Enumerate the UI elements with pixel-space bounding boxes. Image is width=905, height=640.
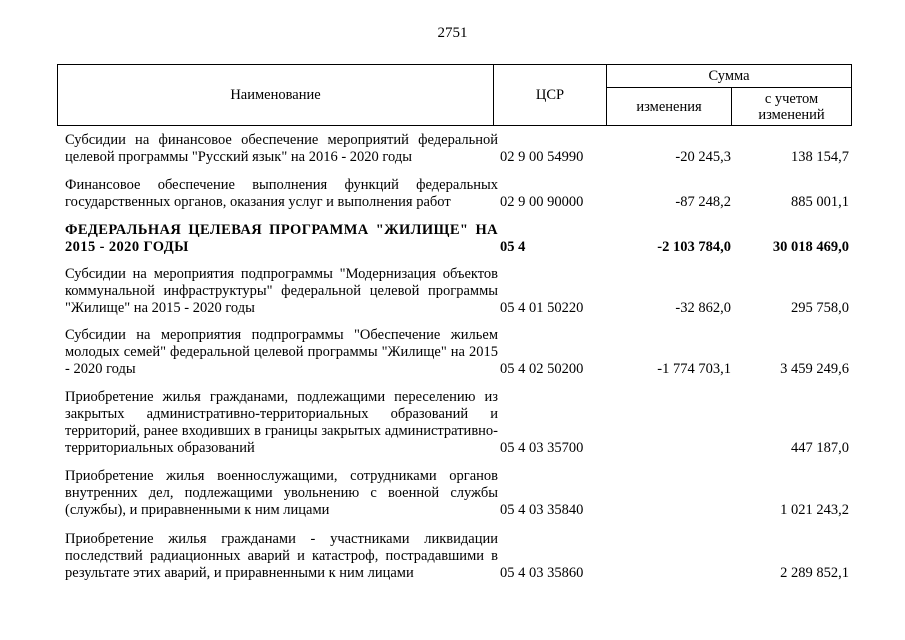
row-csr: 05 4 [500,239,526,255]
row-csr: 05 4 03 35860 [500,565,584,581]
row-total: 1 021 243,2 [780,502,849,518]
header-name: Наименование [230,87,321,103]
row-total: 138 154,7 [791,149,849,165]
row-name: Приобретение жилья военнослужащими, сотрудниками органов внутренних дел, подлежащими увольнению с военной службы (службы), и приравненными к ним лицами [65,468,498,518]
row-name: Приобретение жилья гражданами - участниками ликвидации последствий радиационных аварий и катастроф, пострадавшими в результате этих аварий, и приравненными к ним лицами [65,531,498,581]
row-total: 447 187,0 [791,440,849,456]
row-total: 2 289 852,1 [780,565,849,581]
header-with-changes-line1: с учетом [764,90,819,107]
header-csr: ЦСР [535,87,565,103]
row-total: 295 758,0 [791,300,849,316]
row-csr: 05 4 03 35700 [500,440,584,456]
row-total: 3 459 249,6 [780,361,849,377]
row-name: Финансовое обеспечение выполнения функций федеральных государственных органов, оказания услуг и выполнения работ [65,177,498,210]
row-change: -20 245,3 [675,149,731,165]
row-name: Субсидии на мероприятия подпрограммы "Модернизация объектов коммунальной инфраструктуры" федеральной целевой программы "Жилище" на 2015 - 2020 годы [65,266,498,316]
row-change: -2 103 784,0 [657,239,731,255]
row-csr: 02 9 00 54990 [500,149,584,165]
header-sum: Сумма [708,68,750,84]
table-header [57,64,852,126]
header-with-changes-line2: изменений [758,106,825,123]
row-total: 885 001,1 [791,194,849,210]
row-name: Приобретение жилья гражданами, подлежащими переселению из закрытых административно-территориальных образований и территорий, ранее входивших в границы закрытых административно-территориальных образований [65,389,498,456]
row-total: 30 018 469,0 [772,239,849,255]
row-change: -32 862,0 [675,300,731,316]
row-csr: 05 4 02 50200 [500,361,584,377]
row-name: ФЕДЕРАЛЬНАЯ ЦЕЛЕВАЯ ПРОГРАММА "ЖИЛИЩЕ" НА 2015 - 2020 ГОДЫ [65,222,498,255]
header-with-changes [732,88,851,125]
row-csr: 05 4 03 35840 [500,502,584,518]
row-change: -1 774 703,1 [657,361,731,377]
row-csr: 02 9 00 90000 [500,194,584,210]
row-change: -87 248,2 [675,194,731,210]
row-name: Субсидии на финансовое обеспечение мероприятий федеральной целевой программы "Русский язык" на 2016 - 2020 годы [65,132,498,165]
page-number: 2751 [437,25,468,41]
row-csr: 05 4 01 50220 [500,300,584,316]
header-changes: изменения [636,98,702,115]
row-name: Субсидии на мероприятия подпрограммы "Обеспечение жильем молодых семей" федеральной целевой программы "Жилище" на 2015 - 2020 годы [65,327,498,377]
